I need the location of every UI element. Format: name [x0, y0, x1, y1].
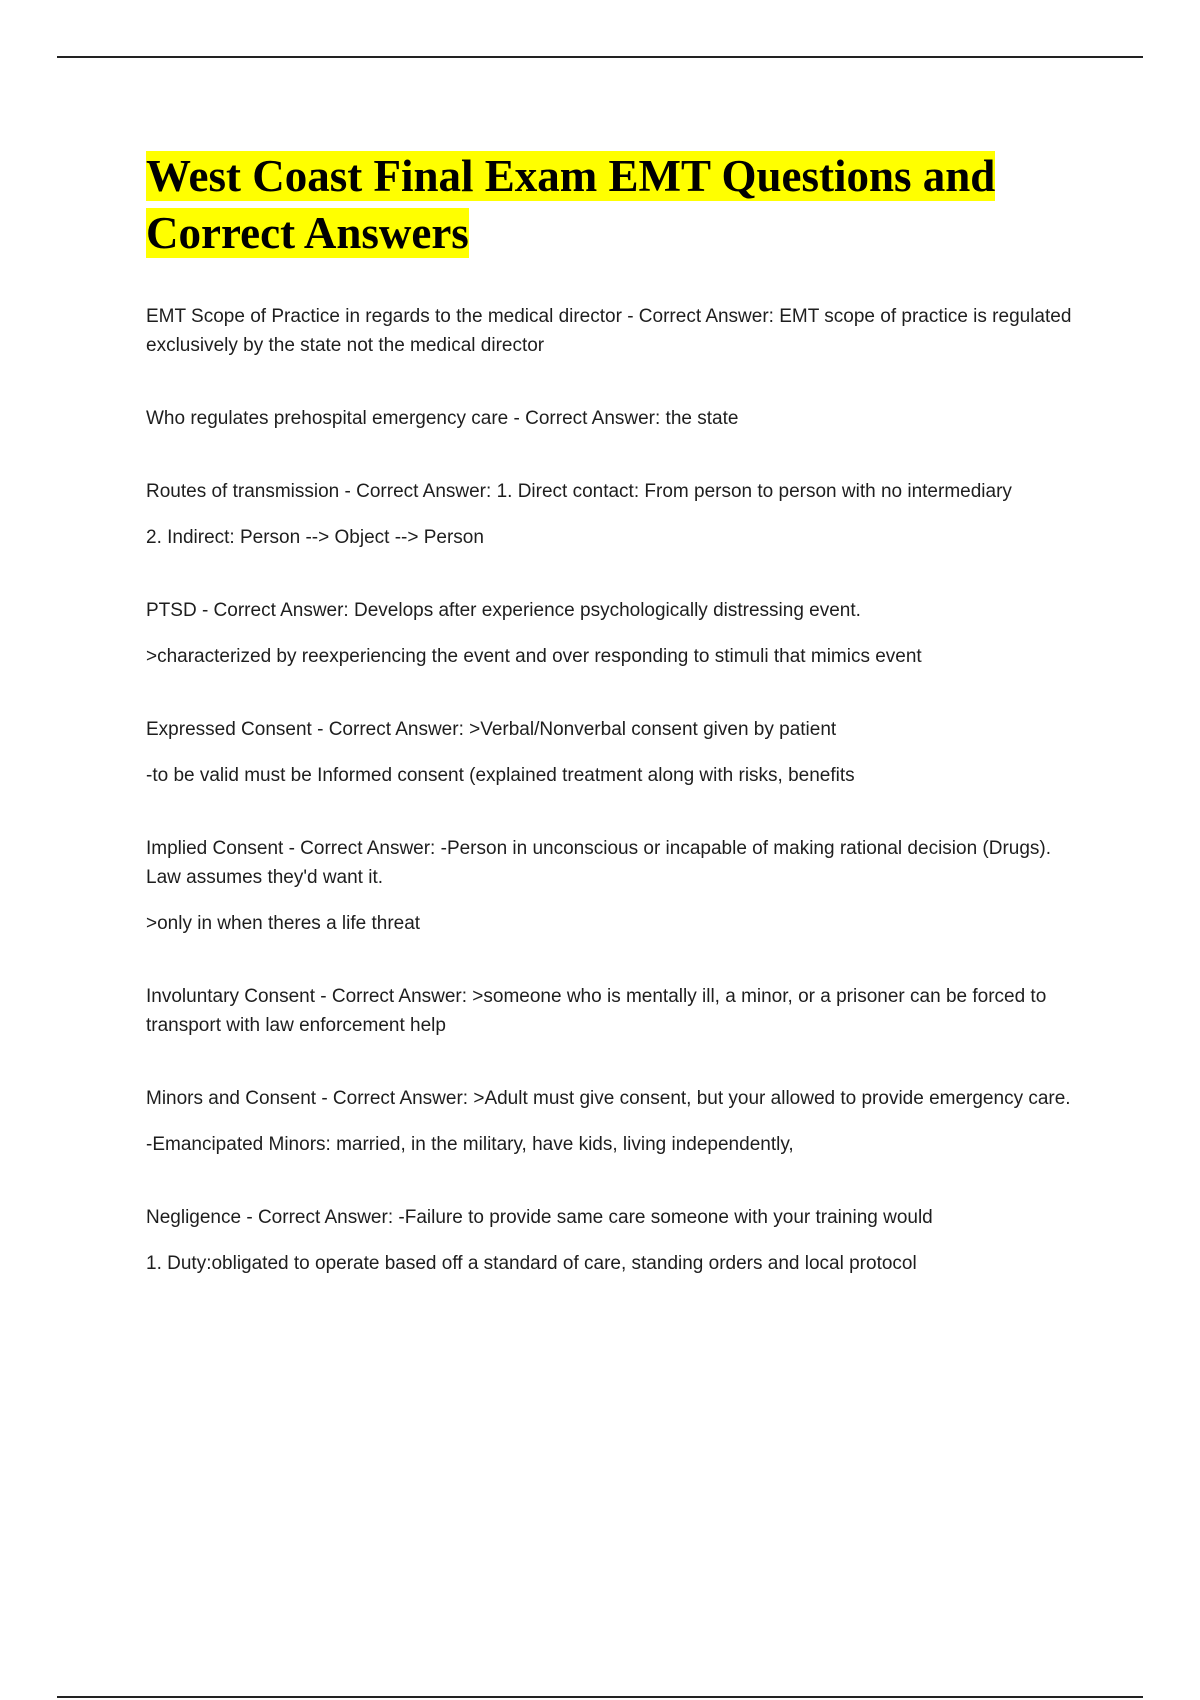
document-body — [146, 148, 1086, 1322]
qa-paragraph: 1. Duty:obligated to operate based off a standard of care, standing orders and local protocol — [146, 1253, 917, 1274]
header-rule — [57, 56, 1143, 58]
footer-rule — [57, 1696, 1143, 1698]
qa-entry — [146, 834, 1086, 938]
qa-paragraph: >only in when theres a life threat — [146, 913, 421, 934]
qa-entry — [146, 1084, 1086, 1159]
qa-paragraph: Routes of transmission - Correct Answer: 1. Direct contact: From person to person with no intermediary — [146, 481, 1012, 502]
qa-paragraph: Negligence - Correct Answer: -Failure to provide same care someone with your training would — [146, 1207, 933, 1228]
qa-paragraph: -Emancipated Minors: married, in the military, have kids, living independently, — [146, 1134, 794, 1155]
qa-entry — [146, 596, 1086, 671]
qa-entry — [146, 404, 1086, 433]
document-title — [146, 148, 1086, 262]
qa-entry — [146, 1203, 1086, 1278]
qa-entry — [146, 715, 1086, 790]
qa-paragraph: 2. Indirect: Person --> Object --> Person — [146, 527, 484, 548]
qa-paragraph: Expressed Consent - Correct Answer: >Verbal/Nonverbal consent given by patient — [146, 719, 837, 740]
qa-paragraph: Minors and Consent - Correct Answer: >Adult must give consent, but your allowed to provide emergency care. — [146, 1088, 1071, 1109]
qa-entry — [146, 982, 1086, 1040]
qa-paragraph: -to be valid must be Informed consent (explained treatment along with risks, benefits — [146, 765, 855, 786]
qa-list — [146, 302, 1086, 1278]
qa-paragraph: PTSD - Correct Answer: Develops after experience psychologically distressing event. — [146, 600, 861, 621]
qa-entry — [146, 302, 1086, 360]
qa-paragraph: EMT Scope of Practice in regards to the medical director - Correct Answer: EMT scope of practice is regulated exclusively by the state not the medical director — [146, 306, 1072, 356]
qa-paragraph: Involuntary Consent - Correct Answer: >someone who is mentally ill, a minor, or a prisoner can be forced to transport with law enforcement help — [146, 986, 1047, 1036]
qa-paragraph: >characterized by reexperiencing the event and over responding to stimuli that mimics event — [146, 646, 922, 667]
qa-paragraph: Implied Consent - Correct Answer: -Person in unconscious or incapable of making rational decision (Drugs). Law assumes they'd want it. — [146, 838, 1052, 888]
qa-paragraph: Who regulates prehospital emergency care - Correct Answer: the state — [146, 408, 739, 429]
title-highlight: West Coast Final Exam EMT Questions and Correct Answers — [146, 151, 996, 258]
qa-entry — [146, 477, 1086, 552]
